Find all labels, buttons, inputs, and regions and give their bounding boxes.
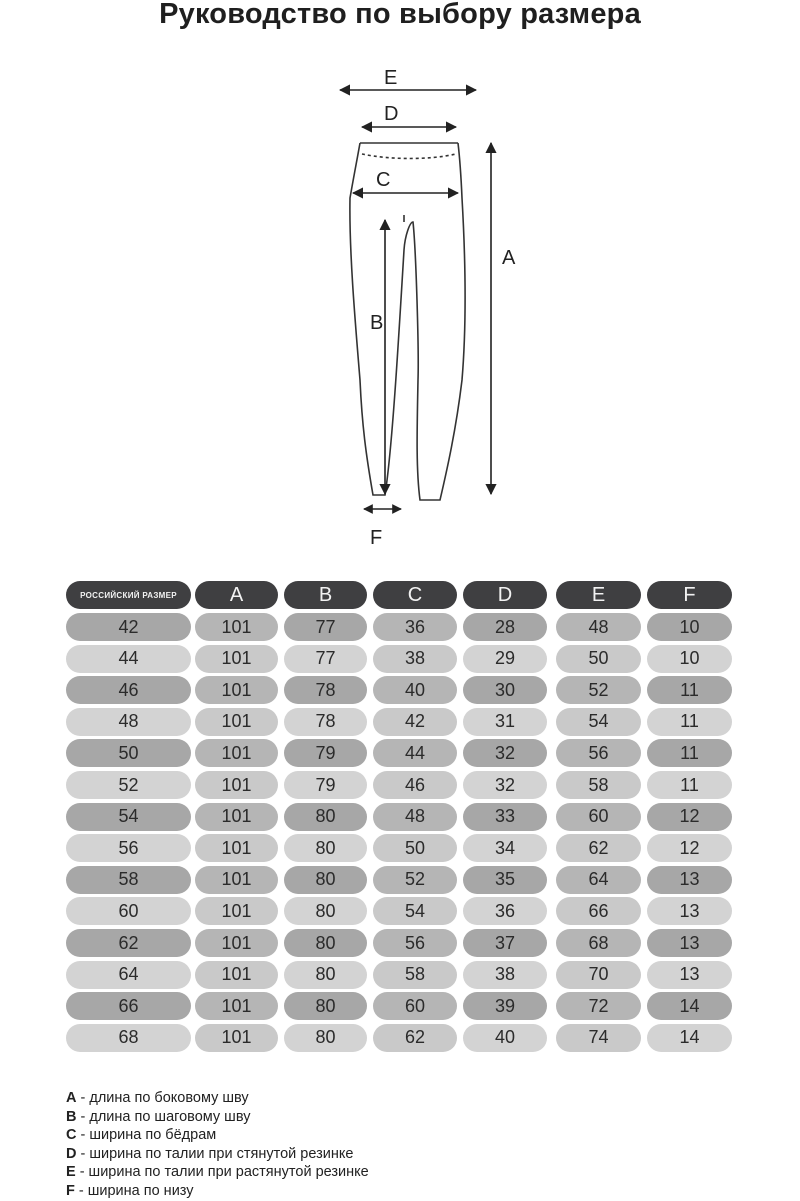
cell-d: 34 <box>463 834 547 862</box>
leggings-outline <box>350 143 465 500</box>
cell-size: 42 <box>66 613 191 641</box>
cell-a: 101 <box>195 676 278 704</box>
cell-b: 78 <box>284 708 367 736</box>
cell-c: 60 <box>373 992 457 1020</box>
cell-b: 78 <box>284 676 367 704</box>
cell-size: 52 <box>66 771 191 799</box>
cell-d: 33 <box>463 803 547 831</box>
cell-b: 80 <box>284 866 367 894</box>
cell-size: 62 <box>66 929 191 957</box>
label-c: C <box>376 169 391 191</box>
cell-d: 29 <box>463 645 547 673</box>
cell-f: 10 <box>647 613 732 641</box>
cell-d: 38 <box>463 961 547 989</box>
cell-f: 11 <box>647 739 732 767</box>
header-b: B <box>284 581 367 609</box>
cell-e: 54 <box>556 708 641 736</box>
cell-c: 58 <box>373 961 457 989</box>
cell-a: 101 <box>195 834 278 862</box>
legend-item: A - длина по боковому шву <box>66 1090 249 1106</box>
cell-b: 80 <box>284 961 367 989</box>
cell-size: 44 <box>66 645 191 673</box>
cell-c: 62 <box>373 1024 457 1052</box>
cell-f: 13 <box>647 961 732 989</box>
header-size: РОССИЙСКИЙ РАЗМЕР <box>66 581 191 609</box>
cell-c: 56 <box>373 929 457 957</box>
cell-b: 79 <box>284 771 367 799</box>
cell-e: 62 <box>556 834 641 862</box>
cell-a: 101 <box>195 992 278 1020</box>
cell-a: 101 <box>195 1024 278 1052</box>
cell-e: 70 <box>556 961 641 989</box>
cell-b: 77 <box>284 645 367 673</box>
cell-d: 28 <box>463 613 547 641</box>
cell-d: 32 <box>463 739 547 767</box>
cell-d: 30 <box>463 676 547 704</box>
cell-f: 13 <box>647 866 732 894</box>
label-f: F <box>370 527 383 549</box>
cell-e: 60 <box>556 803 641 831</box>
legend-item: F - ширина по низу <box>66 1182 194 1199</box>
cell-e: 56 <box>556 739 641 767</box>
legend-item: B - длина по шаговому шву <box>66 1108 251 1125</box>
legend-item: E - ширина по талии при растянутой резинке <box>66 1164 369 1181</box>
cell-size: 54 <box>66 803 191 831</box>
cell-a: 101 <box>195 645 278 673</box>
cell-b: 80 <box>284 803 367 831</box>
cell-a: 101 <box>195 708 278 736</box>
cell-d: 31 <box>463 708 547 736</box>
cell-size: 46 <box>66 676 191 704</box>
legend-item: D - ширина по талии при стянутой резинке <box>66 1145 354 1162</box>
cell-a: 101 <box>195 961 278 989</box>
cell-c: 38 <box>373 645 457 673</box>
cell-d: 35 <box>463 866 547 894</box>
header-a: A <box>195 581 278 609</box>
cell-f: 11 <box>647 708 732 736</box>
cell-size: 66 <box>66 992 191 1020</box>
cell-size: 50 <box>66 739 191 767</box>
header-d: D <box>463 581 547 609</box>
cell-f: 12 <box>647 834 732 862</box>
cell-b: 80 <box>284 929 367 957</box>
cell-e: 66 <box>556 897 641 925</box>
cell-a: 101 <box>195 897 278 925</box>
cell-c: 54 <box>373 897 457 925</box>
cell-b: 80 <box>284 897 367 925</box>
cell-e: 72 <box>556 992 641 1020</box>
label-d: D <box>384 103 399 125</box>
cell-a: 101 <box>195 866 278 894</box>
cell-a: 101 <box>195 803 278 831</box>
cell-d: 37 <box>463 929 547 957</box>
cell-e: 58 <box>556 771 641 799</box>
cell-f: 10 <box>647 645 732 673</box>
cell-b: 77 <box>284 613 367 641</box>
cell-size: 58 <box>66 866 191 894</box>
cell-e: 74 <box>556 1024 641 1052</box>
cell-c: 44 <box>373 739 457 767</box>
page-title: Руководство по выбору размера <box>159 0 641 30</box>
cell-c: 36 <box>373 613 457 641</box>
cell-size: 68 <box>66 1024 191 1052</box>
leggings-diagram <box>0 50 800 560</box>
cell-b: 80 <box>284 834 367 862</box>
cell-size: 48 <box>66 708 191 736</box>
header-c: C <box>373 581 457 609</box>
cell-d: 32 <box>463 771 547 799</box>
cell-f: 14 <box>647 1024 732 1052</box>
cell-c: 48 <box>373 803 457 831</box>
cell-e: 50 <box>556 645 641 673</box>
cell-f: 13 <box>647 897 732 925</box>
cell-f: 12 <box>647 803 732 831</box>
cell-b: 79 <box>284 739 367 767</box>
cell-e: 48 <box>556 613 641 641</box>
cell-size: 60 <box>66 897 191 925</box>
cell-c: 46 <box>373 771 457 799</box>
cell-e: 64 <box>556 866 641 894</box>
cell-d: 39 <box>463 992 547 1020</box>
legend <box>66 1089 666 1201</box>
cell-size: 56 <box>66 834 191 862</box>
cell-a: 101 <box>195 929 278 957</box>
cell-e: 52 <box>556 676 641 704</box>
cell-f: 11 <box>647 676 732 704</box>
cell-b: 80 <box>284 1024 367 1052</box>
label-b: B <box>370 312 384 334</box>
legend-item: C - ширина по бёдрам <box>66 1127 217 1144</box>
cell-b: 80 <box>284 992 367 1020</box>
cell-e: 68 <box>556 929 641 957</box>
cell-c: 40 <box>373 676 457 704</box>
label-a: A <box>502 247 516 269</box>
cell-c: 50 <box>373 834 457 862</box>
cell-size: 64 <box>66 961 191 989</box>
cell-f: 11 <box>647 771 732 799</box>
cell-f: 14 <box>647 992 732 1020</box>
cell-d: 40 <box>463 1024 547 1052</box>
header-e: E <box>556 581 641 609</box>
header-f: F <box>647 581 732 609</box>
cell-a: 101 <box>195 771 278 799</box>
cell-c: 52 <box>373 866 457 894</box>
label-e: E <box>384 67 398 89</box>
cell-c: 42 <box>373 708 457 736</box>
cell-a: 101 <box>195 613 278 641</box>
cell-f: 13 <box>647 929 732 957</box>
cell-a: 101 <box>195 739 278 767</box>
cell-d: 36 <box>463 897 547 925</box>
